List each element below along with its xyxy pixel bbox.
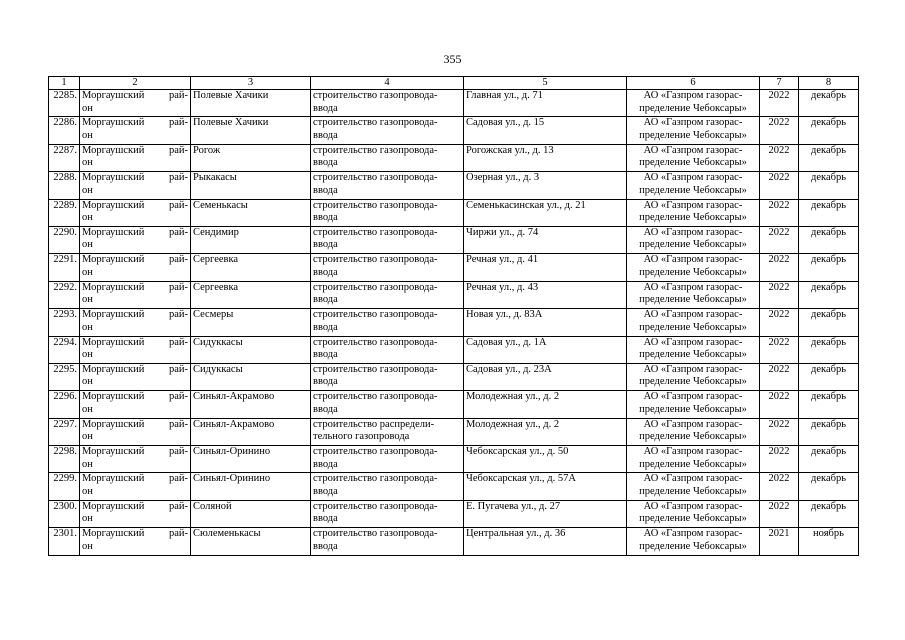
month-cell: ноябрь xyxy=(799,528,859,555)
column-header: 5 xyxy=(464,77,627,90)
organization-line: АО «Газпром газорас- xyxy=(643,418,743,430)
district-line: он xyxy=(82,403,93,415)
organization-line: АО «Газпром газорас- xyxy=(643,254,743,266)
address-cell: Новая ул., д. 83А xyxy=(464,309,627,336)
district-line: он xyxy=(82,458,93,470)
work-type-line: ввода xyxy=(313,157,338,169)
month-cell: декабрь xyxy=(799,172,859,199)
work-type-line: ввода xyxy=(313,266,338,278)
address-cell: Садовая ул., д. 23А xyxy=(464,363,627,390)
work-type-cell xyxy=(311,309,464,336)
organization-cell xyxy=(627,172,760,199)
work-type-line: ввода xyxy=(313,102,338,114)
table-row xyxy=(49,473,859,500)
work-type-line: строительство газопровода- xyxy=(313,528,438,540)
table-row xyxy=(49,500,859,527)
work-type-cell xyxy=(311,281,464,308)
work-type-line: строительство газопровода- xyxy=(313,226,438,238)
district-cell xyxy=(80,172,191,199)
year-cell: 2022 xyxy=(760,172,799,199)
district-cell xyxy=(80,446,191,473)
settlement-cell: Сергеевка xyxy=(191,281,311,308)
organization-cell xyxy=(627,90,760,117)
organization-cell xyxy=(627,281,760,308)
row-number: 2299. xyxy=(49,473,80,500)
organization-line: АО «Газпром газорас- xyxy=(643,336,743,348)
organization-line: АО «Газпром газорас- xyxy=(643,446,743,458)
gasification-table xyxy=(48,76,859,556)
district-cell xyxy=(80,226,191,253)
month-cell: декабрь xyxy=(799,199,859,226)
row-number: 2286. xyxy=(49,117,80,144)
row-number: 2295. xyxy=(49,363,80,390)
work-type-line: строительство газопровода- xyxy=(313,144,438,156)
address-cell: Е. Пугачева ул., д. 27 xyxy=(464,500,627,527)
work-type-cell xyxy=(311,418,464,445)
settlement-cell: Сидуккасы xyxy=(191,363,311,390)
work-type-line: ввода xyxy=(313,212,338,224)
work-type-cell xyxy=(311,117,464,144)
district-line: он xyxy=(82,129,93,141)
work-type-cell xyxy=(311,446,464,473)
organization-cell xyxy=(627,144,760,171)
table-row xyxy=(49,199,859,226)
work-type-line: строительство газопровода- xyxy=(313,281,438,293)
settlement-cell: Синьял-Акрамово xyxy=(191,418,311,445)
district-line: Моргаушский рай- xyxy=(82,281,188,293)
district-line: он xyxy=(82,266,93,278)
column-number-row xyxy=(49,77,859,90)
settlement-cell: Сидуккасы xyxy=(191,336,311,363)
row-number: 2289. xyxy=(49,199,80,226)
work-type-line: строительство газопровода- xyxy=(313,254,438,266)
row-number: 2296. xyxy=(49,391,80,418)
table-row xyxy=(49,172,859,199)
district-cell xyxy=(80,473,191,500)
work-type-cell xyxy=(311,90,464,117)
year-cell: 2022 xyxy=(760,90,799,117)
year-cell: 2022 xyxy=(760,117,799,144)
organization-line: АО «Газпром газорас- xyxy=(643,281,743,293)
work-type-line: ввода xyxy=(313,458,338,470)
organization-line: пределение Чебоксары» xyxy=(639,349,747,361)
settlement-cell: Полевые Хачики xyxy=(191,117,311,144)
month-cell: декабрь xyxy=(799,281,859,308)
table-row xyxy=(49,446,859,473)
organization-line: пределение Чебоксары» xyxy=(639,266,747,278)
organization-line: АО «Газпром газорас- xyxy=(643,144,743,156)
district-line: Моргаушский рай- xyxy=(82,90,188,101)
district-cell xyxy=(80,199,191,226)
address-cell: Чебоксарская ул., д. 57А xyxy=(464,473,627,500)
work-type-cell xyxy=(311,199,464,226)
table-row xyxy=(49,254,859,281)
address-cell: Чебоксарская ул., д. 50 xyxy=(464,446,627,473)
organization-line: пределение Чебоксары» xyxy=(639,157,747,169)
page-number: 355 xyxy=(443,52,462,66)
organization-line: пределение Чебоксары» xyxy=(639,321,747,333)
work-type-cell xyxy=(311,172,464,199)
column-header: 1 xyxy=(49,77,80,90)
district-cell xyxy=(80,363,191,390)
row-number: 2285. xyxy=(49,90,80,117)
organization-line: АО «Газпром газорас- xyxy=(643,528,743,540)
district-line: Моргаушский рай- xyxy=(82,418,188,430)
address-cell: Семенькасинская ул., д. 21 xyxy=(464,199,627,226)
month-cell: декабрь xyxy=(799,336,859,363)
district-line: Моргаушский рай- xyxy=(82,226,188,238)
organization-line: пределение Чебоксары» xyxy=(639,102,747,114)
work-type-line: ввода xyxy=(313,184,338,196)
year-cell: 2022 xyxy=(760,446,799,473)
work-type-line: строительство газопровода- xyxy=(313,90,438,101)
district-line: он xyxy=(82,321,93,333)
organization-line: АО «Газпром газорас- xyxy=(643,391,743,403)
address-cell: Главная ул., д. 71 xyxy=(464,90,627,117)
organization-line: пределение Чебоксары» xyxy=(639,239,747,251)
column-header: 3 xyxy=(191,77,311,90)
district-line: Моргаушский рай- xyxy=(82,446,188,458)
address-cell: Чиржи ул., д. 74 xyxy=(464,226,627,253)
work-type-cell xyxy=(311,144,464,171)
organization-line: пределение Чебоксары» xyxy=(639,458,747,470)
month-cell: декабрь xyxy=(799,363,859,390)
district-line: он xyxy=(82,485,93,497)
year-cell: 2022 xyxy=(760,144,799,171)
row-number: 2301. xyxy=(49,528,80,555)
work-type-line: строительство газопровода- xyxy=(313,172,438,184)
work-type-line: строительство газопровода- xyxy=(313,391,438,403)
district-line: Моргаушский рай- xyxy=(82,363,188,375)
work-type-line: ввода xyxy=(313,129,338,141)
district-line: он xyxy=(82,239,93,251)
column-header: 7 xyxy=(760,77,799,90)
district-line: он xyxy=(82,376,93,388)
district-cell xyxy=(80,418,191,445)
work-type-line: строительство газопровода- xyxy=(313,199,438,211)
table-row xyxy=(49,363,859,390)
organization-line: пределение Чебоксары» xyxy=(639,129,747,141)
organization-line: АО «Газпром газорас- xyxy=(643,172,743,184)
work-type-line: строительство газопровода- xyxy=(313,446,438,458)
district-cell xyxy=(80,309,191,336)
work-type-line: строительство распредели- xyxy=(313,418,435,430)
district-line: Моргаушский рай- xyxy=(82,473,188,485)
district-line: он xyxy=(82,349,93,361)
organization-cell xyxy=(627,254,760,281)
year-cell: 2022 xyxy=(760,226,799,253)
work-type-line: строительство газопровода- xyxy=(313,309,438,321)
district-cell xyxy=(80,254,191,281)
district-line: Моргаушский рай- xyxy=(82,391,188,403)
month-cell: декабрь xyxy=(799,446,859,473)
month-cell: декабрь xyxy=(799,144,859,171)
district-line: Моргаушский рай- xyxy=(82,500,188,512)
column-header: 8 xyxy=(799,77,859,90)
district-cell xyxy=(80,528,191,555)
settlement-cell: Рогож xyxy=(191,144,311,171)
organization-line: пределение Чебоксары» xyxy=(639,513,747,525)
table-row xyxy=(49,418,859,445)
settlement-cell: Сюлеменькасы xyxy=(191,528,311,555)
district-line: Моргаушский рай- xyxy=(82,336,188,348)
district-line: Моргаушский рай- xyxy=(82,528,188,540)
settlement-cell: Рыкакасы xyxy=(191,172,311,199)
year-cell: 2022 xyxy=(760,199,799,226)
year-cell: 2022 xyxy=(760,254,799,281)
year-cell: 2022 xyxy=(760,336,799,363)
work-type-line: строительство газопровода- xyxy=(313,500,438,512)
table-row xyxy=(49,90,859,117)
row-number: 2290. xyxy=(49,226,80,253)
year-cell: 2022 xyxy=(760,281,799,308)
organization-cell xyxy=(627,446,760,473)
settlement-cell: Сендимир xyxy=(191,226,311,253)
district-line: он xyxy=(82,431,93,443)
organization-line: АО «Газпром газорас- xyxy=(643,309,743,321)
district-cell xyxy=(80,90,191,117)
organization-line: пределение Чебоксары» xyxy=(639,540,747,552)
organization-cell xyxy=(627,391,760,418)
district-cell xyxy=(80,500,191,527)
month-cell: декабрь xyxy=(799,226,859,253)
organization-cell xyxy=(627,117,760,144)
work-type-line: строительство газопровода- xyxy=(313,363,438,375)
table-row xyxy=(49,391,859,418)
month-cell: декабрь xyxy=(799,117,859,144)
organization-line: пределение Чебоксары» xyxy=(639,485,747,497)
organization-cell xyxy=(627,473,760,500)
address-cell: Рогожская ул., д. 13 xyxy=(464,144,627,171)
organization-line: пределение Чебоксары» xyxy=(639,376,747,388)
row-number: 2292. xyxy=(49,281,80,308)
organization-cell xyxy=(627,336,760,363)
work-type-line: строительство газопровода- xyxy=(313,117,438,129)
district-line: он xyxy=(82,212,93,224)
work-type-cell xyxy=(311,473,464,500)
address-cell: Садовая ул., д. 15 xyxy=(464,117,627,144)
column-header: 6 xyxy=(627,77,760,90)
organization-cell xyxy=(627,199,760,226)
organization-cell xyxy=(627,528,760,555)
address-cell: Садовая ул., д. 1А xyxy=(464,336,627,363)
district-line: Моргаушский рай- xyxy=(82,254,188,266)
district-line: он xyxy=(82,294,93,306)
district-line: он xyxy=(82,157,93,169)
organization-line: АО «Газпром газорас- xyxy=(643,117,743,129)
column-header: 4 xyxy=(311,77,464,90)
district-cell xyxy=(80,336,191,363)
organization-line: пределение Чебоксары» xyxy=(639,184,747,196)
year-cell: 2022 xyxy=(760,418,799,445)
organization-cell xyxy=(627,309,760,336)
district-line: он xyxy=(82,513,93,525)
settlement-cell: Синьял-Акрамово xyxy=(191,391,311,418)
settlement-cell: Семенькасы xyxy=(191,199,311,226)
organization-line: АО «Газпром газорас- xyxy=(643,500,743,512)
row-number: 2291. xyxy=(49,254,80,281)
work-type-cell xyxy=(311,226,464,253)
address-cell: Молодежная ул., д. 2 xyxy=(464,418,627,445)
address-cell: Речная ул., д. 43 xyxy=(464,281,627,308)
organization-line: пределение Чебоксары» xyxy=(639,431,747,443)
organization-cell xyxy=(627,226,760,253)
address-cell: Молодежная ул., д. 2 xyxy=(464,391,627,418)
table-row xyxy=(49,336,859,363)
district-cell xyxy=(80,391,191,418)
work-type-line: строительство газопровода- xyxy=(313,473,438,485)
district-line: Моргаушский рай- xyxy=(82,144,188,156)
organization-line: АО «Газпром газорас- xyxy=(643,473,743,485)
organization-line: пределение Чебоксары» xyxy=(639,294,747,306)
address-cell: Центральная ул., д. 36 xyxy=(464,528,627,555)
table-row xyxy=(49,226,859,253)
address-cell: Речная ул., д. 41 xyxy=(464,254,627,281)
row-number: 2298. xyxy=(49,446,80,473)
settlement-cell: Сергеевка xyxy=(191,254,311,281)
organization-line: АО «Газпром газорас- xyxy=(643,363,743,375)
work-type-line: ввода xyxy=(313,540,338,552)
work-type-cell xyxy=(311,391,464,418)
work-type-line: ввода xyxy=(313,321,338,333)
organization-line: АО «Газпром газорас- xyxy=(643,199,743,211)
settlement-cell: Сесмеры xyxy=(191,309,311,336)
work-type-line: ввода xyxy=(313,349,338,361)
table-row xyxy=(49,117,859,144)
organization-cell xyxy=(627,363,760,390)
organization-cell xyxy=(627,500,760,527)
work-type-cell xyxy=(311,500,464,527)
work-type-line: ввода xyxy=(313,239,338,251)
work-type-cell xyxy=(311,528,464,555)
work-type-line: ввода xyxy=(313,376,338,388)
district-cell xyxy=(80,281,191,308)
year-cell: 2022 xyxy=(760,473,799,500)
table-row xyxy=(49,144,859,171)
row-number: 2300. xyxy=(49,500,80,527)
district-line: Моргаушский рай- xyxy=(82,199,188,211)
year-cell: 2022 xyxy=(760,363,799,390)
address-cell: Озерная ул., д. 3 xyxy=(464,172,627,199)
organization-line: пределение Чебоксары» xyxy=(639,212,747,224)
organization-line: АО «Газпром газорас- xyxy=(643,226,743,238)
column-header: 2 xyxy=(80,77,191,90)
organization-line: пределение Чебоксары» xyxy=(639,403,747,415)
year-cell: 2022 xyxy=(760,500,799,527)
year-cell: 2022 xyxy=(760,309,799,336)
table-row xyxy=(49,309,859,336)
work-type-line: ввода xyxy=(313,294,338,306)
work-type-line: ввода xyxy=(313,485,338,497)
month-cell: декабрь xyxy=(799,500,859,527)
settlement-cell: Соляной xyxy=(191,500,311,527)
month-cell: декабрь xyxy=(799,391,859,418)
table-body xyxy=(49,90,859,556)
organization-cell xyxy=(627,418,760,445)
month-cell: декабрь xyxy=(799,254,859,281)
month-cell: декабрь xyxy=(799,90,859,117)
district-line: Моргаушский рай- xyxy=(82,309,188,321)
row-number: 2288. xyxy=(49,172,80,199)
row-number: 2297. xyxy=(49,418,80,445)
district-line: он xyxy=(82,102,93,114)
district-line: он xyxy=(82,540,93,552)
work-type-cell xyxy=(311,336,464,363)
table-row xyxy=(49,281,859,308)
year-cell: 2021 xyxy=(760,528,799,555)
work-type-line: ввода xyxy=(313,513,338,525)
district-line: Моргаушский рай- xyxy=(82,117,188,129)
district-cell xyxy=(80,144,191,171)
work-type-line: тельного газопровода xyxy=(313,431,410,443)
work-type-cell xyxy=(311,363,464,390)
month-cell: декабрь xyxy=(799,309,859,336)
district-cell xyxy=(80,117,191,144)
month-cell: декабрь xyxy=(799,418,859,445)
district-line: он xyxy=(82,184,93,196)
work-type-cell xyxy=(311,254,464,281)
month-cell: декабрь xyxy=(799,473,859,500)
year-cell: 2022 xyxy=(760,391,799,418)
work-type-line: строительство газопровода- xyxy=(313,336,438,348)
settlement-cell: Синьял-Оринино xyxy=(191,473,311,500)
settlement-cell: Синьял-Оринино xyxy=(191,446,311,473)
table-row xyxy=(49,528,859,555)
row-number: 2293. xyxy=(49,309,80,336)
row-number: 2294. xyxy=(49,336,80,363)
district-line: Моргаушский рай- xyxy=(82,172,188,184)
work-type-line: ввода xyxy=(313,403,338,415)
row-number: 2287. xyxy=(49,144,80,171)
organization-line: АО «Газпром газорас- xyxy=(643,90,743,101)
settlement-cell: Полевые Хачики xyxy=(191,90,311,117)
